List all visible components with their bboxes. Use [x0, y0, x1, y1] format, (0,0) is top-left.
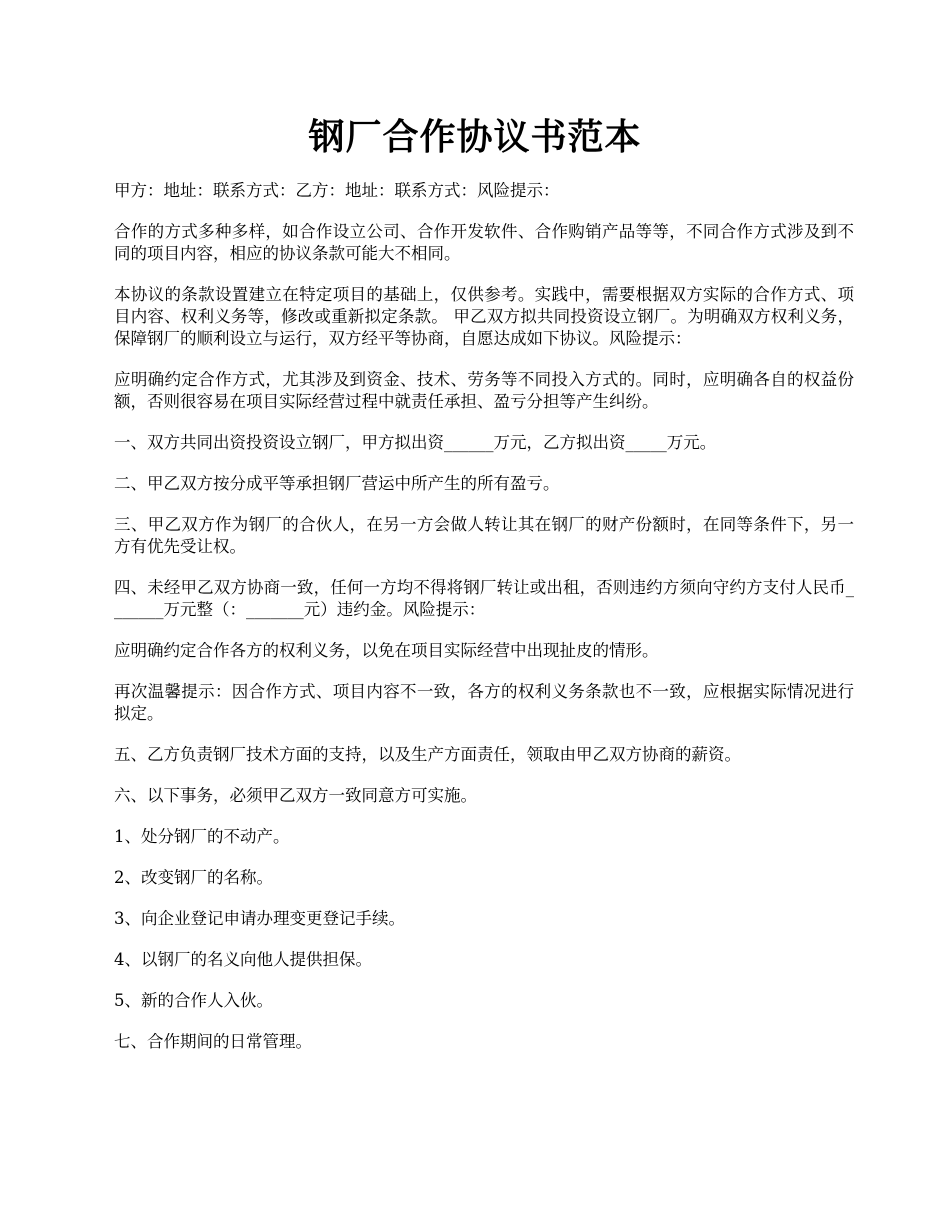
document-title: 钢厂合作协议书范本 [308, 116, 642, 158]
clause-7: 七、合作期间的日常管理。 [114, 1032, 312, 1051]
paragraph-cooperation-methods: 合作的方式多种多样，如合作设立公司、合作开发软件、合作购销产品等等，不同合作方式涉及到不同的项目内容，相应的协议条款可能大不相同。 [114, 222, 854, 263]
clause-6-item-4: 4、以钢厂的名义向他人提供担保。 [114, 950, 372, 969]
paragraph-parties: 甲方：地址：联系方式：乙方：地址：联系方式：风险提示： [114, 181, 560, 200]
clause-4: 四、未经甲乙双方协商一致，任何一方均不得将钢厂转让或出租，否则违约方须向守约方支付人民币_______万元整（：_______元）违约金。风险提示： [114, 578, 854, 619]
clause-6-item-5: 5、新的合作人入伙。 [114, 991, 273, 1010]
clause-5: 五、乙方负责钢厂技术方面的支持，以及生产方面责任，领取由甲乙双方协商的薪资。 [114, 745, 741, 764]
clause-1: 一、双方共同出资投资设立钢厂，甲方拟出资______万元，乙方拟出资_____万元。 [114, 433, 717, 452]
paragraph-risk-note-2: 应明确约定合作各方的权利义务，以免在项目实际经营中出现扯皮的情形。 [114, 641, 659, 660]
clause-6-item-1: 1、处分钢厂的不动产。 [114, 827, 290, 846]
clause-3: 三、甲乙双方作为钢厂的合伙人，在另一方会做人转让其在钢厂的财产份额时，在同等条件下，另一方有优先受让权。 [114, 515, 854, 556]
paragraph-risk-note-1: 应明确约定合作方式，尤其涉及到资金、技术、劳务等不同投入方式的。同时，应明确各自的权益份额，否则很容易在项目实际经营过程中就责任承担、盈亏分担等产生纠纷。 [114, 370, 854, 411]
clause-6-item-2: 2、改变钢厂的名称。 [114, 868, 273, 887]
document-body [114, 180, 854, 1072]
clause-2: 二、甲乙双方按分成平等承担钢厂营运中所产生的所有盈亏。 [114, 474, 560, 493]
clause-6-item-3: 3、向企业登记申请办理变更登记手续。 [114, 909, 405, 928]
clause-6: 六、以下事务，必须甲乙双方一致同意方可实施。 [114, 786, 477, 805]
paragraph-reminder: 再次温馨提示：因合作方式、项目内容不一致，各方的权利义务条款也不一致，应根据实际情况进行拟定。 [114, 682, 854, 723]
paragraph-agreement-basis: 本协议的条款设置建立在特定项目的基础上，仅供参考。实践中，需要根据双方实际的合作方式、项目内容、权利义务等，修改或重新拟定条款。 甲乙双方拟共同投资设立钢厂。为明确双方权利义务，保障钢厂的顺利设立与运行，双方经平等协商，自愿达成如下协议。风险提示： [114, 285, 854, 348]
